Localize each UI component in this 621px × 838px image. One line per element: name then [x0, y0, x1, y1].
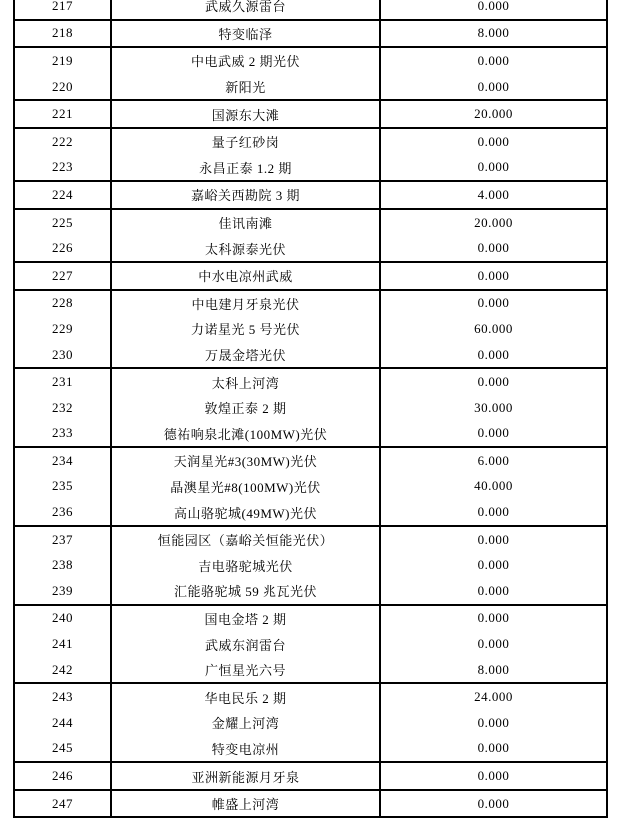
table-row	[15, 499, 606, 525]
table-row	[15, 210, 606, 236]
value-cell: 0.000	[477, 159, 510, 175]
table-row	[15, 421, 606, 447]
value-cell: 0.000	[477, 557, 510, 573]
plant-name-cell: 太科源泰光伏	[112, 235, 381, 261]
table-row	[15, 155, 606, 181]
row-number-cell: 221	[15, 101, 112, 127]
table-row	[15, 710, 606, 736]
value-cell: 0.000	[477, 78, 510, 94]
plant-name-cell: 广恒星光六号	[112, 657, 381, 683]
table-row-group	[15, 448, 606, 527]
value-cell: 0.000	[477, 636, 510, 652]
row-number-cell: 239	[15, 578, 112, 604]
table-row-group	[15, 684, 606, 763]
row-number-cell: 234	[15, 448, 112, 474]
row-number-cell: 242	[15, 657, 112, 683]
table-row-group	[15, 791, 606, 817]
row-number-cell: 227	[15, 263, 112, 289]
row-number-cell: 219	[15, 48, 112, 74]
table-row-group	[15, 527, 606, 606]
table-row	[15, 631, 606, 657]
plant-name-cell: 佳讯南滩	[112, 210, 381, 236]
plant-name-cell: 国源东大滩	[112, 101, 381, 127]
value-cell: 60.000	[474, 320, 513, 336]
value-cell: 40.000	[474, 478, 513, 494]
row-number-cell: 225	[15, 210, 112, 236]
row-number-cell: 247	[15, 791, 112, 817]
table-row	[15, 763, 606, 789]
value-cell: 0.000	[477, 504, 510, 520]
table-row	[15, 606, 606, 632]
value-cell: 20.000	[474, 214, 513, 230]
table-row	[15, 527, 606, 553]
value-cell: 8.000	[477, 25, 510, 41]
row-number-cell: 230	[15, 342, 112, 368]
table-row	[15, 291, 606, 317]
value-cell: 0.000	[477, 267, 510, 283]
row-number-cell: 223	[15, 155, 112, 181]
value-cell: 0.000	[477, 133, 510, 149]
row-number-cell: 226	[15, 235, 112, 261]
row-number-cell: 224	[15, 182, 112, 208]
table-row	[15, 369, 606, 395]
table-row	[15, 74, 606, 100]
plant-name-cell: 嘉峪关西勘院 3 期	[112, 182, 381, 208]
plant-name-cell: 华电民乐 2 期	[112, 684, 381, 710]
table-row-group	[15, 129, 606, 182]
plant-name-cell: 万晟金塔光伏	[112, 342, 381, 368]
row-number-cell: 237	[15, 527, 112, 553]
power-plant-table	[13, 0, 608, 818]
row-number-cell: 243	[15, 684, 112, 710]
value-cell: 0.000	[477, 795, 510, 811]
table-row	[15, 182, 606, 208]
row-number-cell: 220	[15, 74, 112, 100]
plant-name-cell: 量子红砂岗	[112, 129, 381, 155]
plant-name-cell: 金耀上河湾	[112, 710, 381, 736]
table-row-group	[15, 48, 606, 101]
table-row	[15, 791, 606, 817]
table-row	[15, 578, 606, 604]
value-cell: 8.000	[477, 661, 510, 677]
row-number-cell: 222	[15, 129, 112, 155]
table-row	[15, 0, 606, 19]
plant-name-cell: 新阳光	[112, 74, 381, 100]
table-row	[15, 684, 606, 710]
value-cell: 24.000	[474, 689, 513, 705]
row-number-cell: 244	[15, 710, 112, 736]
plant-name-cell: 恒能园区（嘉峪关恒能光伏）	[112, 527, 381, 553]
row-number-cell: 232	[15, 395, 112, 421]
plant-name-cell: 力诺星光 5 号光伏	[112, 316, 381, 342]
table-row	[15, 48, 606, 74]
row-number-cell: 236	[15, 499, 112, 525]
row-number-cell: 218	[15, 21, 112, 47]
plant-name-cell: 亚洲新能源月牙泉	[112, 763, 381, 789]
plant-name-cell: 晶澳星光#8(100MW)光伏	[112, 474, 381, 500]
plant-name-cell: 特变电凉州	[112, 736, 381, 762]
plant-name-cell: 帷盛上河湾	[112, 791, 381, 817]
table-row	[15, 101, 606, 127]
table-row-group	[15, 0, 606, 21]
value-cell: 0.000	[477, 582, 510, 598]
value-cell: 30.000	[474, 399, 513, 415]
table-row-group	[15, 263, 606, 291]
value-cell: 0.000	[477, 52, 510, 68]
table-row	[15, 474, 606, 500]
value-cell: 0.000	[477, 740, 510, 756]
value-cell: 0.000	[477, 240, 510, 256]
table-row-group	[15, 606, 606, 685]
table-row-group	[15, 369, 606, 448]
table-row-group	[15, 182, 606, 210]
row-number-cell: 240	[15, 606, 112, 632]
table-row	[15, 235, 606, 261]
value-cell: 0.000	[477, 346, 510, 362]
plant-name-cell: 高山骆驼城(49MW)光伏	[112, 499, 381, 525]
row-number-cell: 233	[15, 421, 112, 447]
value-cell: 0.000	[477, 295, 510, 311]
plant-name-cell: 中电武威 2 期光伏	[112, 48, 381, 74]
table-row-group	[15, 101, 606, 129]
value-cell: 6.000	[477, 452, 510, 468]
plant-name-cell: 中水电凉州武威	[112, 263, 381, 289]
plant-name-cell: 武威久源雷台	[112, 0, 381, 19]
table-row-group	[15, 291, 606, 370]
row-number-cell: 228	[15, 291, 112, 317]
row-number-cell: 246	[15, 763, 112, 789]
row-number-cell: 217	[15, 0, 112, 19]
plant-name-cell: 特变临泽	[112, 21, 381, 47]
row-number-cell: 238	[15, 552, 112, 578]
table-row	[15, 342, 606, 368]
plant-name-cell: 汇能骆驼城 59 兆瓦光伏	[112, 578, 381, 604]
table-row	[15, 263, 606, 289]
value-cell: 0.000	[477, 0, 510, 13]
table-row	[15, 736, 606, 762]
value-cell: 20.000	[474, 106, 513, 122]
table-row-group	[15, 21, 606, 49]
plant-name-cell: 国电金塔 2 期	[112, 606, 381, 632]
table-row	[15, 552, 606, 578]
row-number-cell: 235	[15, 474, 112, 500]
table-row	[15, 21, 606, 47]
plant-name-cell: 永昌正泰 1.2 期	[112, 155, 381, 181]
table-row	[15, 129, 606, 155]
plant-name-cell: 吉电骆驼城光伏	[112, 552, 381, 578]
value-cell: 0.000	[477, 610, 510, 626]
plant-name-cell: 德祐响泉北滩(100MW)光伏	[112, 421, 381, 447]
table-row	[15, 448, 606, 474]
row-number-cell: 245	[15, 736, 112, 762]
value-cell: 0.000	[477, 768, 510, 784]
table-row-group	[15, 763, 606, 791]
plant-name-cell: 太科上河湾	[112, 369, 381, 395]
table-row	[15, 395, 606, 421]
plant-name-cell: 天润星光#3(30MW)光伏	[112, 448, 381, 474]
row-number-cell: 231	[15, 369, 112, 395]
plant-name-cell: 中电建月牙泉光伏	[112, 291, 381, 317]
value-cell: 0.000	[477, 425, 510, 441]
value-cell: 0.000	[477, 374, 510, 390]
value-cell: 4.000	[477, 186, 510, 202]
table-row	[15, 316, 606, 342]
plant-name-cell: 武威东润雷台	[112, 631, 381, 657]
value-cell: 0.000	[477, 714, 510, 730]
plant-name-cell: 敦煌正泰 2 期	[112, 395, 381, 421]
row-number-cell: 241	[15, 631, 112, 657]
row-number-cell: 229	[15, 316, 112, 342]
table-row-group	[15, 210, 606, 263]
value-cell: 0.000	[477, 531, 510, 547]
table-row	[15, 657, 606, 683]
